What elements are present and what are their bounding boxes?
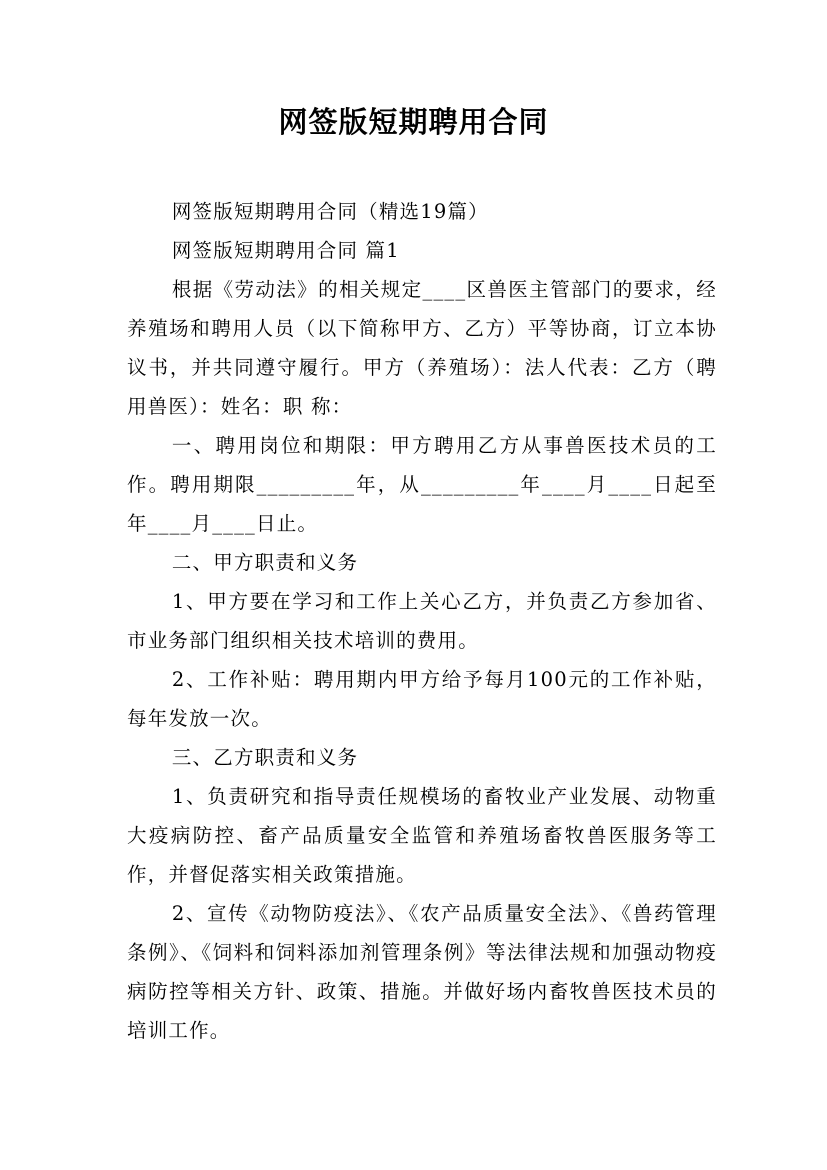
paragraph-party-a-item-2: 2、工作补贴：聘用期内甲方给予每月100元的工作补贴，每年发放一次。: [127, 668, 717, 730]
paragraph-party-b-item-1: 1、负责研究和指导责任规模场的畜牧业产业发展、动物重大疫病防控、畜产品质量安全监管和养殖场畜牧兽医服务等工作，并督促落实相关政策措施。: [127, 785, 717, 886]
paragraph-party-a-heading: 二、甲方职责和义务: [171, 551, 359, 574]
paragraph-subtitle: 网签版短期聘用合同（精选19篇）: [171, 200, 489, 223]
paragraph-term: 一、聘用岗位和期限：甲方聘用乙方从事兽医技术员的工作。聘用期限_________年，从_________年____月____日起至年____月____日止。: [127, 434, 717, 535]
paragraph-party-a-item-1: 1、甲方要在学习和工作上关心乙方，并负责乙方参加省、市业务部门组织相关技术培训的费用。: [127, 590, 717, 652]
paragraph-section-heading: 网签版短期聘用合同 篇1: [171, 239, 400, 262]
paragraph-party-b-heading: 三、乙方职责和义务: [171, 746, 359, 769]
paragraph-party-b-item-2: 2、宣传《动物防疫法》、《农产品质量安全法》、《兽药管理条例》、《饲料和饲料添加剂管理条例》等法律法规和加强动物疫病防控等相关方针、政策、措施。并做好场内畜牧兽医技术员的培训工作。: [127, 902, 717, 1042]
document-body: [127, 192, 717, 1050]
paragraph-intro: 根据《劳动法》的相关规定____区兽医主管部门的要求，经养殖场和聘用人员（以下简称甲方、乙方）平等协商，订立本协议书，并共同遵守履行。甲方（养殖场）：法人代表：乙方（聘用兽医）：姓名：职 称：: [127, 278, 717, 418]
document-title: 网签版短期聘用合同: [278, 105, 549, 139]
